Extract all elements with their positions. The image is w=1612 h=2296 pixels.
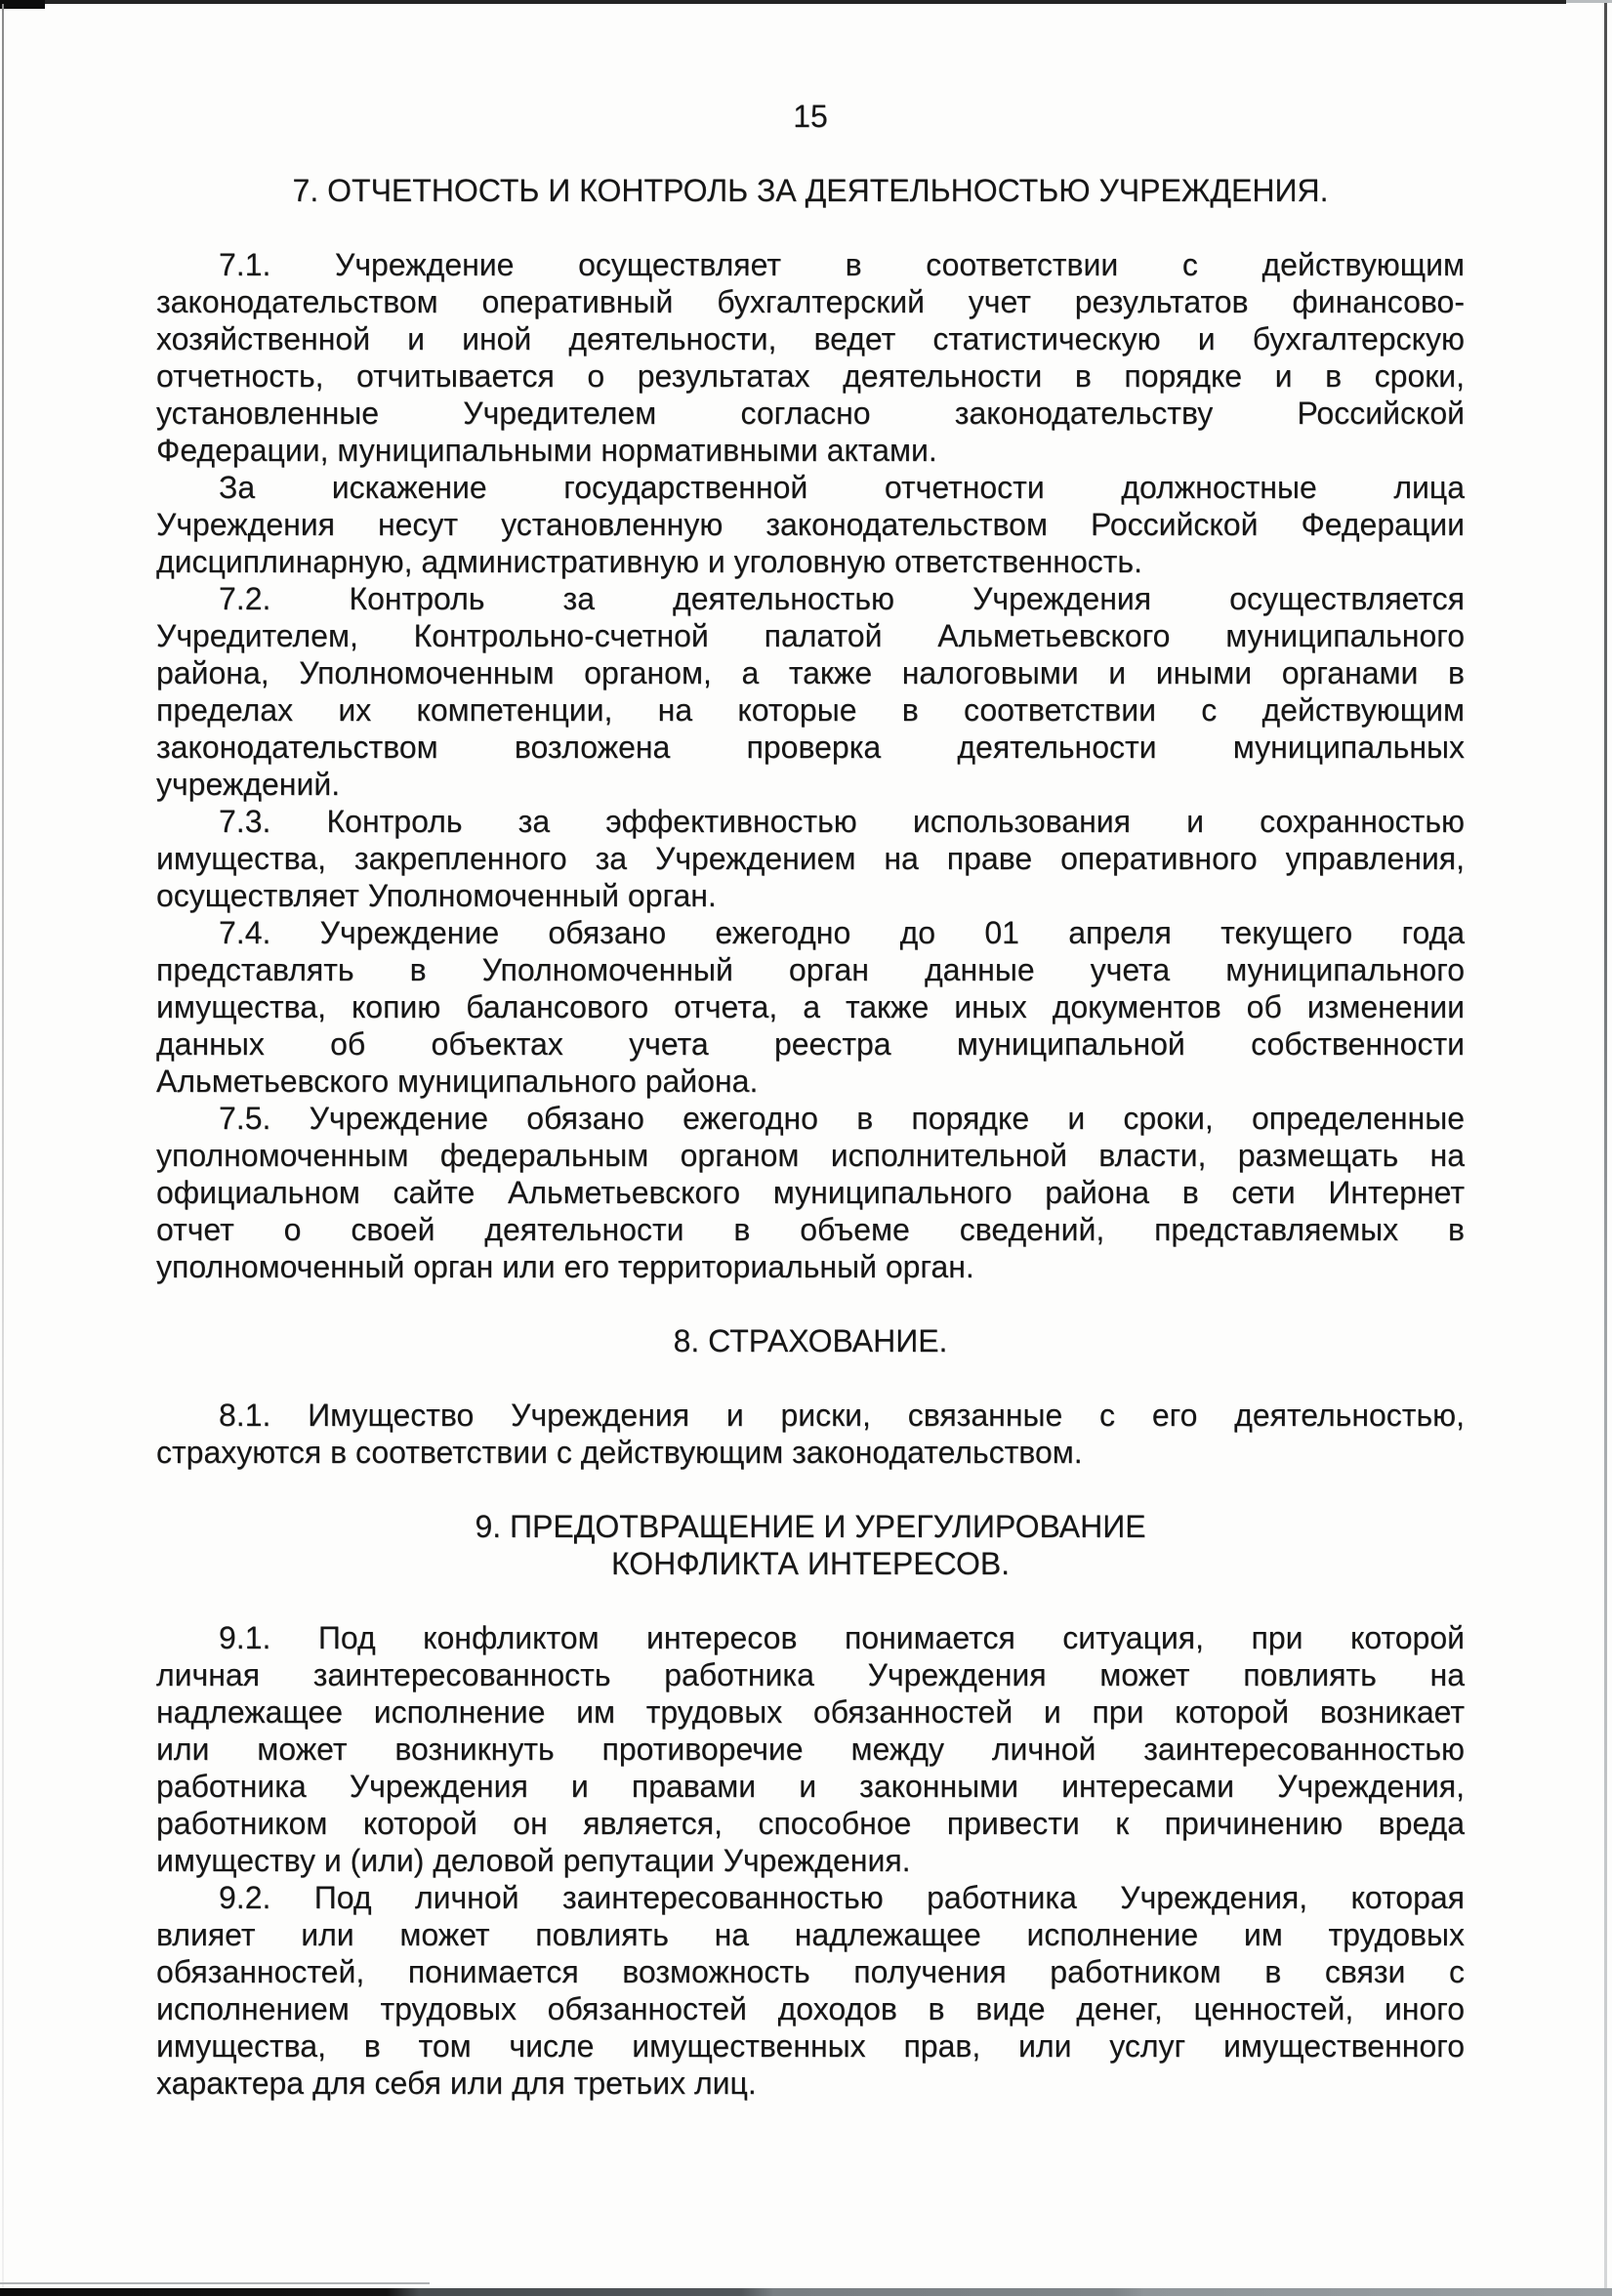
section-7-heading-line-1: 7. ОТЧЕТНОСТЬ И КОНТРОЛЬ ЗА ДЕЯТЕЛЬНОСТЬЮ УЧРЕЖДЕНИЯ. bbox=[292, 173, 1329, 208]
clause-7-2-line-5: законодательством возложена проверка деятельности муниципальных bbox=[156, 730, 1465, 765]
clause-7-1b-liability bbox=[156, 469, 1465, 580]
section-7-heading bbox=[156, 172, 1465, 209]
clause-7-4-line-3: имущества, копию балансового отчета, а также иных документов об изменении bbox=[156, 989, 1465, 1024]
clause-7-3-line-3: осуществляет Уполномоченный орган. bbox=[156, 878, 717, 913]
clause-9-2-line-1: 9.2. Под личной заинтересованностью работника Учреждения, которая bbox=[219, 1880, 1465, 1915]
scan-border-top bbox=[0, 0, 1566, 4]
document-blocks bbox=[156, 172, 1465, 2102]
clause-7-1-line-4: отчетность, отчитывается о результатах деятельности в порядке и в сроки, bbox=[156, 358, 1465, 394]
clause-9-1 bbox=[156, 1619, 1465, 1879]
section-9-heading-line-2: КОНФЛИКТА ИНТЕРЕСОВ. bbox=[610, 1546, 1011, 1581]
clause-7-1 bbox=[156, 246, 1465, 469]
clause-7-4 bbox=[156, 914, 1465, 1100]
clause-7-5-line-1: 7.5. Учреждение обязано ежегодно в порядке и сроки, определенные bbox=[219, 1101, 1465, 1136]
clause-7-2-line-1: 7.2. Контроль за деятельностью Учреждения осуществляется bbox=[219, 581, 1465, 616]
clause-7-5-line-4: отчет о своей деятельности в объеме сведений, представляемых в bbox=[156, 1212, 1465, 1247]
clause-9-1-line-7: имуществу и (или) деловой репутации Учреждения. bbox=[156, 1843, 911, 1878]
clause-9-1-line-1: 9.1. Под конфликтом интересов понимается ситуация, при которой bbox=[219, 1620, 1465, 1655]
clause-7-1b-liability-line-1: За искажение государственной отчетности должностные лица bbox=[219, 470, 1465, 505]
clause-9-2-line-6: характера для себя или для третьих лиц. bbox=[156, 2066, 757, 2101]
clause-7-5 bbox=[156, 1100, 1465, 1285]
clause-9-1-line-3: надлежащее исполнение им трудовых обязанностей и при которой возникает bbox=[156, 1694, 1465, 1730]
clause-7-1-line-3: хозяйственной и иной деятельности, ведет статистическую и бухгалтерскую bbox=[156, 321, 1465, 356]
clause-7-2 bbox=[156, 580, 1465, 803]
section-8-heading-line-1: 8. СТРАХОВАНИЕ. bbox=[673, 1323, 948, 1358]
clause-7-5-line-5: уполномоченный орган или его территориальный орган. bbox=[156, 1249, 974, 1284]
clause-8-1 bbox=[156, 1397, 1465, 1471]
section-8-heading bbox=[156, 1322, 1465, 1359]
clause-7-1b-liability-line-3: дисциплинарную, административную и уголовную ответственность. bbox=[156, 544, 1142, 579]
clause-7-1-line-1: 7.1. Учреждение осуществляет в соответствии с действующим bbox=[219, 247, 1465, 282]
clause-7-1b-liability-line-2: Учреждения несут установленную законодательством Российской Федерации bbox=[156, 507, 1465, 542]
clause-9-2-line-2: влияет или может повлиять на надлежащее исполнение им трудовых bbox=[156, 1917, 1465, 1952]
clause-9-2-line-4: исполнением трудовых обязанностей доходов в виде денег, ценностей, иного bbox=[156, 1991, 1465, 2026]
clause-9-2-line-3: обязанностей, понимается возможность получения работником в связи с bbox=[156, 1954, 1465, 1989]
clause-7-4-line-1: 7.4. Учреждение обязано ежегодно до 01 апреля текущего года bbox=[219, 915, 1465, 950]
clause-7-2-line-4: пределах их компетенции, на которые в соответствии с действующим bbox=[156, 692, 1465, 728]
clause-7-4-line-2: представлять в Уполномоченный орган данные учета муниципального bbox=[156, 952, 1465, 987]
scan-border-top-left-mark bbox=[0, 0, 45, 9]
clause-7-1-line-6: Федерации, муниципальными нормативными актами. bbox=[156, 433, 937, 468]
clause-7-2-line-2: Учредителем, Контрольно-счетной палатой Альметьевского муниципального bbox=[156, 618, 1465, 653]
clause-9-1-line-6: работником которой он является, способное привести к причинению вреда bbox=[156, 1806, 1465, 1841]
scan-border-bottom-faint-line bbox=[0, 2282, 430, 2284]
clause-8-1-line-2: страхуются в соответствии с действующим законодательством. bbox=[156, 1435, 1083, 1470]
clause-8-1-line-1: 8.1. Имущество Учреждения и риски, связанные с его деятельностью, bbox=[219, 1398, 1465, 1433]
clause-7-1-line-5: установленные Учредителем согласно законодательству Российской bbox=[156, 396, 1465, 431]
clause-9-2-line-5: имущества, в том числе имущественных прав, или услуг имущественного bbox=[156, 2028, 1465, 2064]
clause-9-1-line-2: личная заинтересованность работника Учреждения может повлиять на bbox=[156, 1657, 1465, 1692]
clause-7-2-line-6: учреждений. bbox=[156, 767, 341, 802]
clause-7-2-line-3: района, Уполномоченным органом, а также налоговыми и иными органами в bbox=[156, 655, 1465, 690]
clause-7-4-line-5: Альметьевского муниципального района. bbox=[156, 1064, 759, 1099]
clause-7-1-line-2: законодательством оперативный бухгалтерский учет результатов финансово- bbox=[156, 284, 1465, 319]
clause-7-3-line-2: имущества, закрепленного за Учреждением на праве оперативного управления, bbox=[156, 841, 1465, 876]
scan-border-right bbox=[1604, 3, 1607, 2296]
clause-9-2 bbox=[156, 1879, 1465, 2102]
clause-7-3-line-1: 7.3. Контроль за эффективностью использования и сохранностью bbox=[219, 804, 1465, 839]
clause-7-3 bbox=[156, 803, 1465, 914]
section-9-heading bbox=[156, 1508, 1465, 1582]
scan-border-left bbox=[2, 4, 4, 2289]
clause-7-5-line-3: официальном сайте Альметьевского муниципального района в сети Интернет bbox=[156, 1175, 1465, 1210]
clause-9-1-line-5: работника Учреждения и правами и законными интересами Учреждения, bbox=[156, 1769, 1465, 1804]
scan-border-bottom-bar bbox=[0, 2288, 1612, 2296]
section-9-heading-line-1: 9. ПРЕДОТВРАЩЕНИЕ И УРЕГУЛИРОВАНИЕ bbox=[475, 1509, 1146, 1544]
clause-7-5-line-2: уполномоченным федеральным органом исполнительной власти, размещать на bbox=[156, 1138, 1465, 1173]
document-content bbox=[156, 98, 1465, 2102]
clause-7-4-line-4: данных об объектах учета реестра муниципальной собственности bbox=[156, 1026, 1465, 1062]
page-number: 15 bbox=[793, 99, 828, 134]
clause-9-1-line-4: или может возникнуть противоречие между личной заинтересованностью bbox=[156, 1732, 1465, 1767]
